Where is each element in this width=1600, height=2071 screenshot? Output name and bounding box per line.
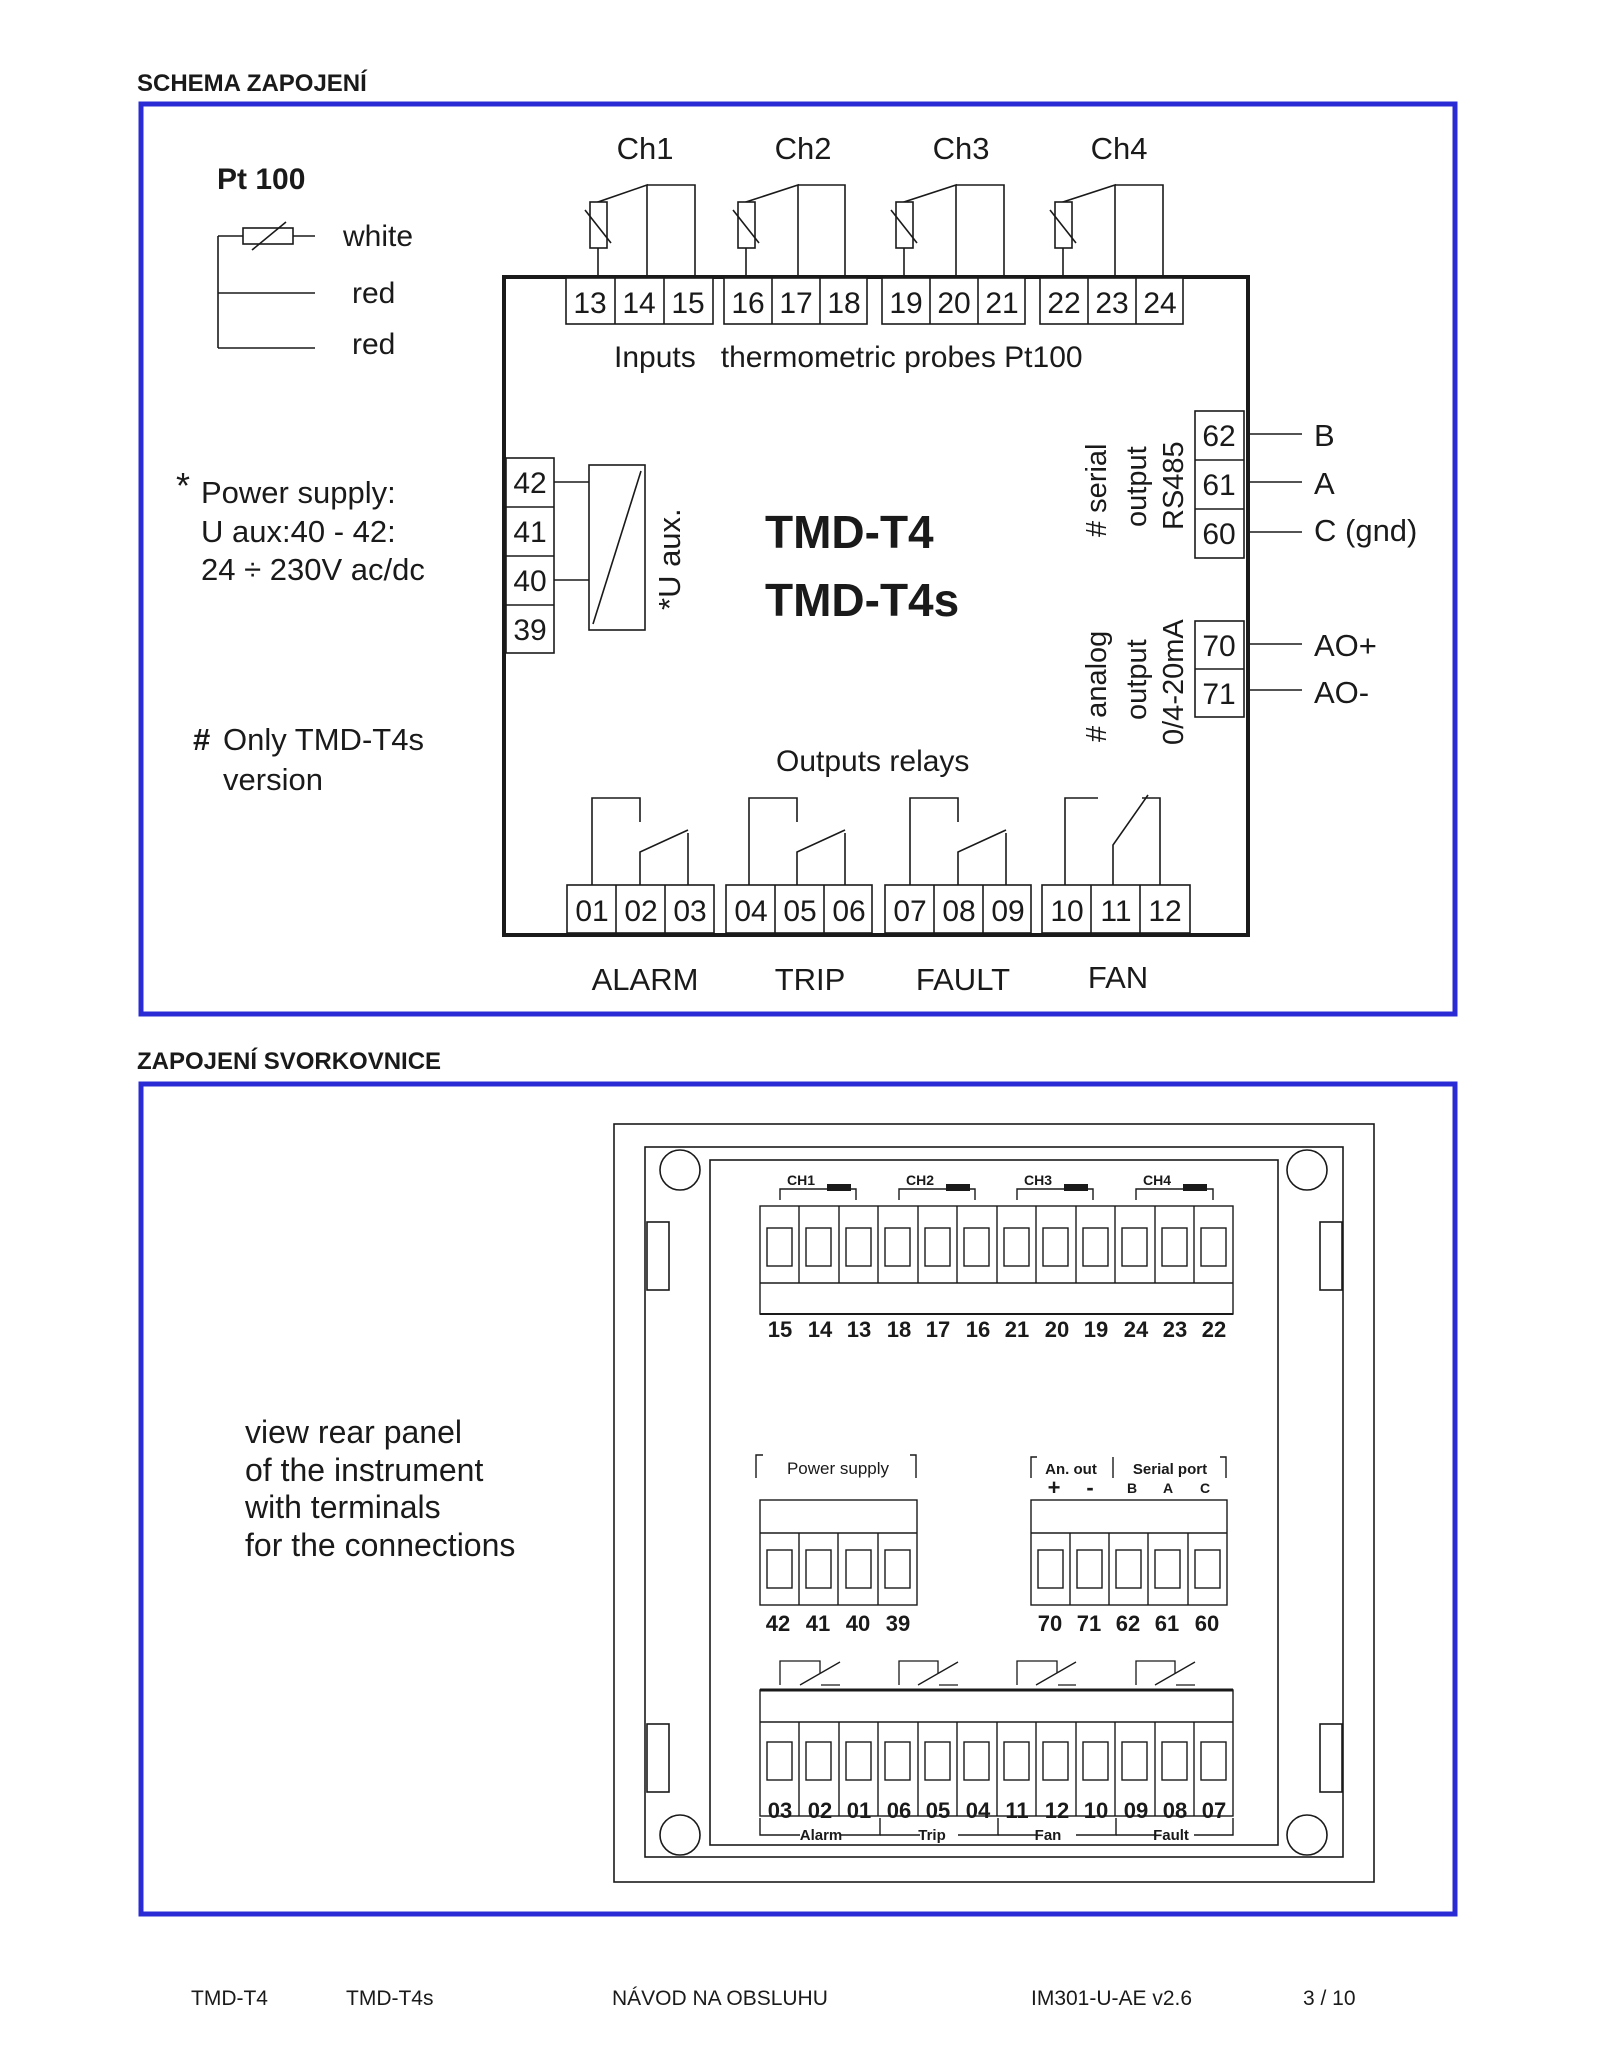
inputs-label: Inputs thermometric probes Pt100	[614, 341, 1083, 374]
rear-top-terminal-20: 20	[1044, 1317, 1070, 1342]
rear-group-trip: Trip	[918, 1827, 946, 1844]
model-name-tmd-t4s: TMD-T4s	[765, 574, 960, 626]
rear-power-label: Power supply	[786, 1459, 890, 1478]
input-terminal-18: 18	[827, 287, 861, 320]
analog-label-1: # analog	[1081, 630, 1113, 742]
probe-symbol-ch2	[733, 185, 845, 283]
footer-model-2: TMD-T4s	[346, 1987, 434, 2010]
serial-wires	[1248, 434, 1302, 532]
probe-symbol-ch3	[891, 185, 1004, 283]
relay-name-fan: FAN	[1087, 960, 1149, 995]
footer-manual-title: NÁVOD NA OBSLUHU	[612, 1987, 828, 2010]
pt100-label: Pt 100	[217, 163, 306, 196]
rear-signal-terminal-62: 62	[1115, 1611, 1141, 1636]
only-note-line-1: Only TMD-T4s	[223, 722, 424, 757]
relay-contact-trip	[749, 798, 845, 885]
rear-signal-strip	[1031, 1500, 1227, 1605]
output-terminal-10: 10	[1050, 895, 1084, 928]
rear-relay-symbols	[780, 1661, 1195, 1685]
serial-signal-b: B	[1314, 418, 1335, 453]
relay-contact-alarm	[592, 798, 688, 885]
output-terminal-02: 02	[624, 895, 658, 928]
output-terminal-11: 11	[1100, 895, 1132, 928]
rear-top-terminal-15: 15	[767, 1317, 793, 1342]
rear-panel-description-1: view rear panel	[245, 1414, 462, 1450]
rear-an-out-plus: +	[1047, 1475, 1061, 1500]
rear-signal-terminal-60: 60	[1194, 1611, 1220, 1636]
section-title-schema: SCHEMA ZAPOJENÍ	[137, 70, 367, 97]
rear-top-terminal-14: 14	[807, 1317, 833, 1342]
analog-terminal-70: 70	[1202, 630, 1236, 663]
rear-signal-terminal-61: 61	[1154, 1611, 1180, 1636]
analog-label-2: output	[1121, 639, 1153, 720]
relay-contact-fault	[910, 798, 1006, 885]
input-terminal-21: 21	[985, 287, 1019, 320]
rear-panel-description-3: with terminals	[245, 1489, 441, 1525]
rear-bottom-terminal-05: 05	[925, 1798, 951, 1823]
rear-an-out-label: An. out	[1045, 1461, 1097, 1478]
serial-label-3: RS485	[1158, 441, 1190, 530]
rear-ch4-label: CH4	[1142, 1172, 1172, 1188]
input-terminal-20: 20	[937, 287, 971, 320]
input-terminal-blocks	[566, 278, 1183, 324]
rear-bottom-terminal-08: 08	[1162, 1798, 1188, 1823]
input-terminal-15: 15	[671, 287, 705, 320]
rear-panel-housing	[614, 1124, 1374, 1882]
rear-panel-description-2: of the instrument	[245, 1452, 484, 1488]
rear-power-strip	[760, 1500, 917, 1605]
power-note-star: *	[176, 465, 191, 506]
input-terminal-24: 24	[1143, 287, 1177, 320]
input-terminal-14: 14	[622, 287, 656, 320]
footer-page-number: 3 / 10	[1303, 1987, 1356, 2010]
serial-signal-c-gnd: C (gnd)	[1314, 513, 1418, 548]
input-terminal-22: 22	[1047, 287, 1081, 320]
output-terminal-08: 08	[942, 895, 976, 928]
analog-signal-ao-minus: AO-	[1314, 675, 1370, 710]
section-title-terminal-block: ZAPOJENÍ SVORKOVNICE	[137, 1048, 442, 1075]
rear-power-terminal-40: 40	[845, 1611, 871, 1636]
rear-bottom-terminal-01: 01	[846, 1798, 872, 1823]
rear-signal-terminal-70: 70	[1037, 1611, 1063, 1636]
footer-model-1: TMD-T4	[191, 1987, 268, 2010]
output-terminal-blocks	[567, 885, 1190, 933]
rear-bottom-terminal-06: 06	[886, 1798, 912, 1823]
output-terminal-04: 04	[734, 895, 768, 928]
rear-top-terminal-24: 24	[1123, 1317, 1149, 1342]
rear-power-terminal-39: 39	[885, 1611, 911, 1636]
rear-ch2-label: CH2	[905, 1172, 935, 1188]
rear-power-terminal-42: 42	[765, 1611, 791, 1636]
rear-top-terminal-17: 17	[925, 1317, 951, 1342]
rear-bottom-terminal-03: 03	[767, 1798, 793, 1823]
output-terminal-06: 06	[832, 895, 866, 928]
rear-ch3-label: CH3	[1023, 1172, 1053, 1188]
analog-signal-ao-plus: AO+	[1314, 628, 1377, 663]
only-note-line-2: version	[223, 762, 323, 797]
rear-serial-a: A	[1162, 1480, 1174, 1496]
channel-label-ch1: Ch1	[616, 131, 674, 166]
rear-serial-b: B	[1126, 1480, 1138, 1496]
rear-top-terminal-13: 13	[846, 1317, 872, 1342]
rear-bottom-terminal-11: 11	[1005, 1798, 1029, 1823]
rear-serial-port-label: Serial port	[1132, 1461, 1208, 1478]
serial-terminal-62: 62	[1202, 420, 1236, 453]
probe-symbol-ch4	[1050, 185, 1163, 283]
probe-symbol-ch1	[585, 185, 695, 283]
aux-supply-symbol	[554, 465, 645, 630]
power-note-line-2: U aux:40 - 42:	[201, 514, 396, 549]
outputs-label: Outputs relays	[776, 745, 970, 778]
output-terminal-12: 12	[1148, 895, 1182, 928]
output-terminal-01: 01	[575, 895, 609, 928]
analog-wires	[1248, 644, 1302, 690]
rear-bottom-terminal-09: 09	[1123, 1798, 1149, 1823]
serial-terminal-60: 60	[1202, 518, 1236, 551]
channel-label-ch4: Ch4	[1090, 131, 1148, 166]
rear-bottom-terminal-04: 04	[965, 1798, 991, 1823]
output-terminal-09: 09	[991, 895, 1025, 928]
rear-top-terminal-23: 23	[1162, 1317, 1188, 1342]
rear-power-terminal-41: 41	[805, 1611, 831, 1636]
serial-signal-a: A	[1314, 466, 1335, 501]
model-name-tmd-t4: TMD-T4	[765, 506, 934, 558]
power-terminal-40: 40	[513, 565, 547, 598]
rear-top-terminal-21: 21	[1004, 1317, 1030, 1342]
input-terminal-17: 17	[779, 287, 813, 320]
power-terminal-41: 41	[513, 516, 547, 549]
rear-group-fan: Fan	[1034, 1827, 1062, 1844]
input-terminal-13: 13	[573, 287, 607, 320]
channel-label-ch3: Ch3	[932, 131, 990, 166]
rear-ch1-label: CH1	[786, 1172, 816, 1188]
rear-group-alarm: Alarm	[799, 1827, 843, 1844]
rear-top-terminal-19: 19	[1083, 1317, 1109, 1342]
serial-terminal-61: 61	[1202, 469, 1236, 502]
output-terminal-07: 07	[893, 895, 927, 928]
rear-signal-terminal-71: 71	[1076, 1611, 1102, 1636]
top-terminal-strip	[760, 1206, 1233, 1314]
relay-name-fault: FAULT	[915, 962, 1011, 997]
only-note-hash: #	[193, 722, 211, 757]
power-note-line-3: 24 ÷ 230V ac/dc	[201, 552, 425, 587]
rear-panel-description-4: for the connections	[245, 1527, 516, 1563]
input-terminal-23: 23	[1095, 287, 1129, 320]
power-terminal-39: 39	[513, 614, 547, 647]
serial-label-1: # serial	[1081, 443, 1113, 537]
pt100-wire-white: white	[343, 220, 414, 253]
input-terminal-16: 16	[731, 287, 765, 320]
rear-bottom-terminal-07: 07	[1201, 1798, 1227, 1823]
pt100-symbol	[218, 222, 315, 348]
relay-name-alarm: ALARM	[591, 962, 699, 997]
rear-an-out-minus: -	[1086, 1475, 1094, 1500]
power-note-line-1: Power supply:	[201, 475, 396, 510]
output-terminal-03: 03	[673, 895, 707, 928]
rear-top-terminal-22: 22	[1201, 1317, 1227, 1342]
rear-serial-c: C	[1199, 1480, 1211, 1496]
top-terminal-numbers	[768, 1317, 1226, 1342]
relay-contact-fan	[1065, 795, 1160, 885]
rear-bottom-terminal-10: 10	[1083, 1798, 1109, 1823]
serial-label-2: output	[1121, 446, 1153, 527]
uaux-label: *U aux.	[652, 508, 687, 610]
footer-document-code: IM301-U-AE v2.6	[1031, 1987, 1193, 2010]
analog-label-3: 0/4-20mA	[1158, 619, 1190, 745]
rear-bottom-terminal-12: 12	[1044, 1798, 1070, 1823]
input-terminal-19: 19	[889, 287, 923, 320]
output-terminal-05: 05	[783, 895, 817, 928]
analog-terminal-71: 71	[1202, 678, 1236, 711]
pt100-wire-red-2: red	[352, 328, 396, 361]
relay-name-trip: TRIP	[774, 962, 846, 997]
power-terminal-42: 42	[513, 467, 547, 500]
rear-group-fault: Fault	[1153, 1827, 1189, 1844]
pt100-wire-red-1: red	[352, 277, 396, 310]
rear-top-terminal-18: 18	[886, 1317, 912, 1342]
channel-label-ch2: Ch2	[774, 131, 832, 166]
rear-bottom-terminal-02: 02	[807, 1798, 833, 1823]
rear-top-terminal-16: 16	[965, 1317, 991, 1342]
